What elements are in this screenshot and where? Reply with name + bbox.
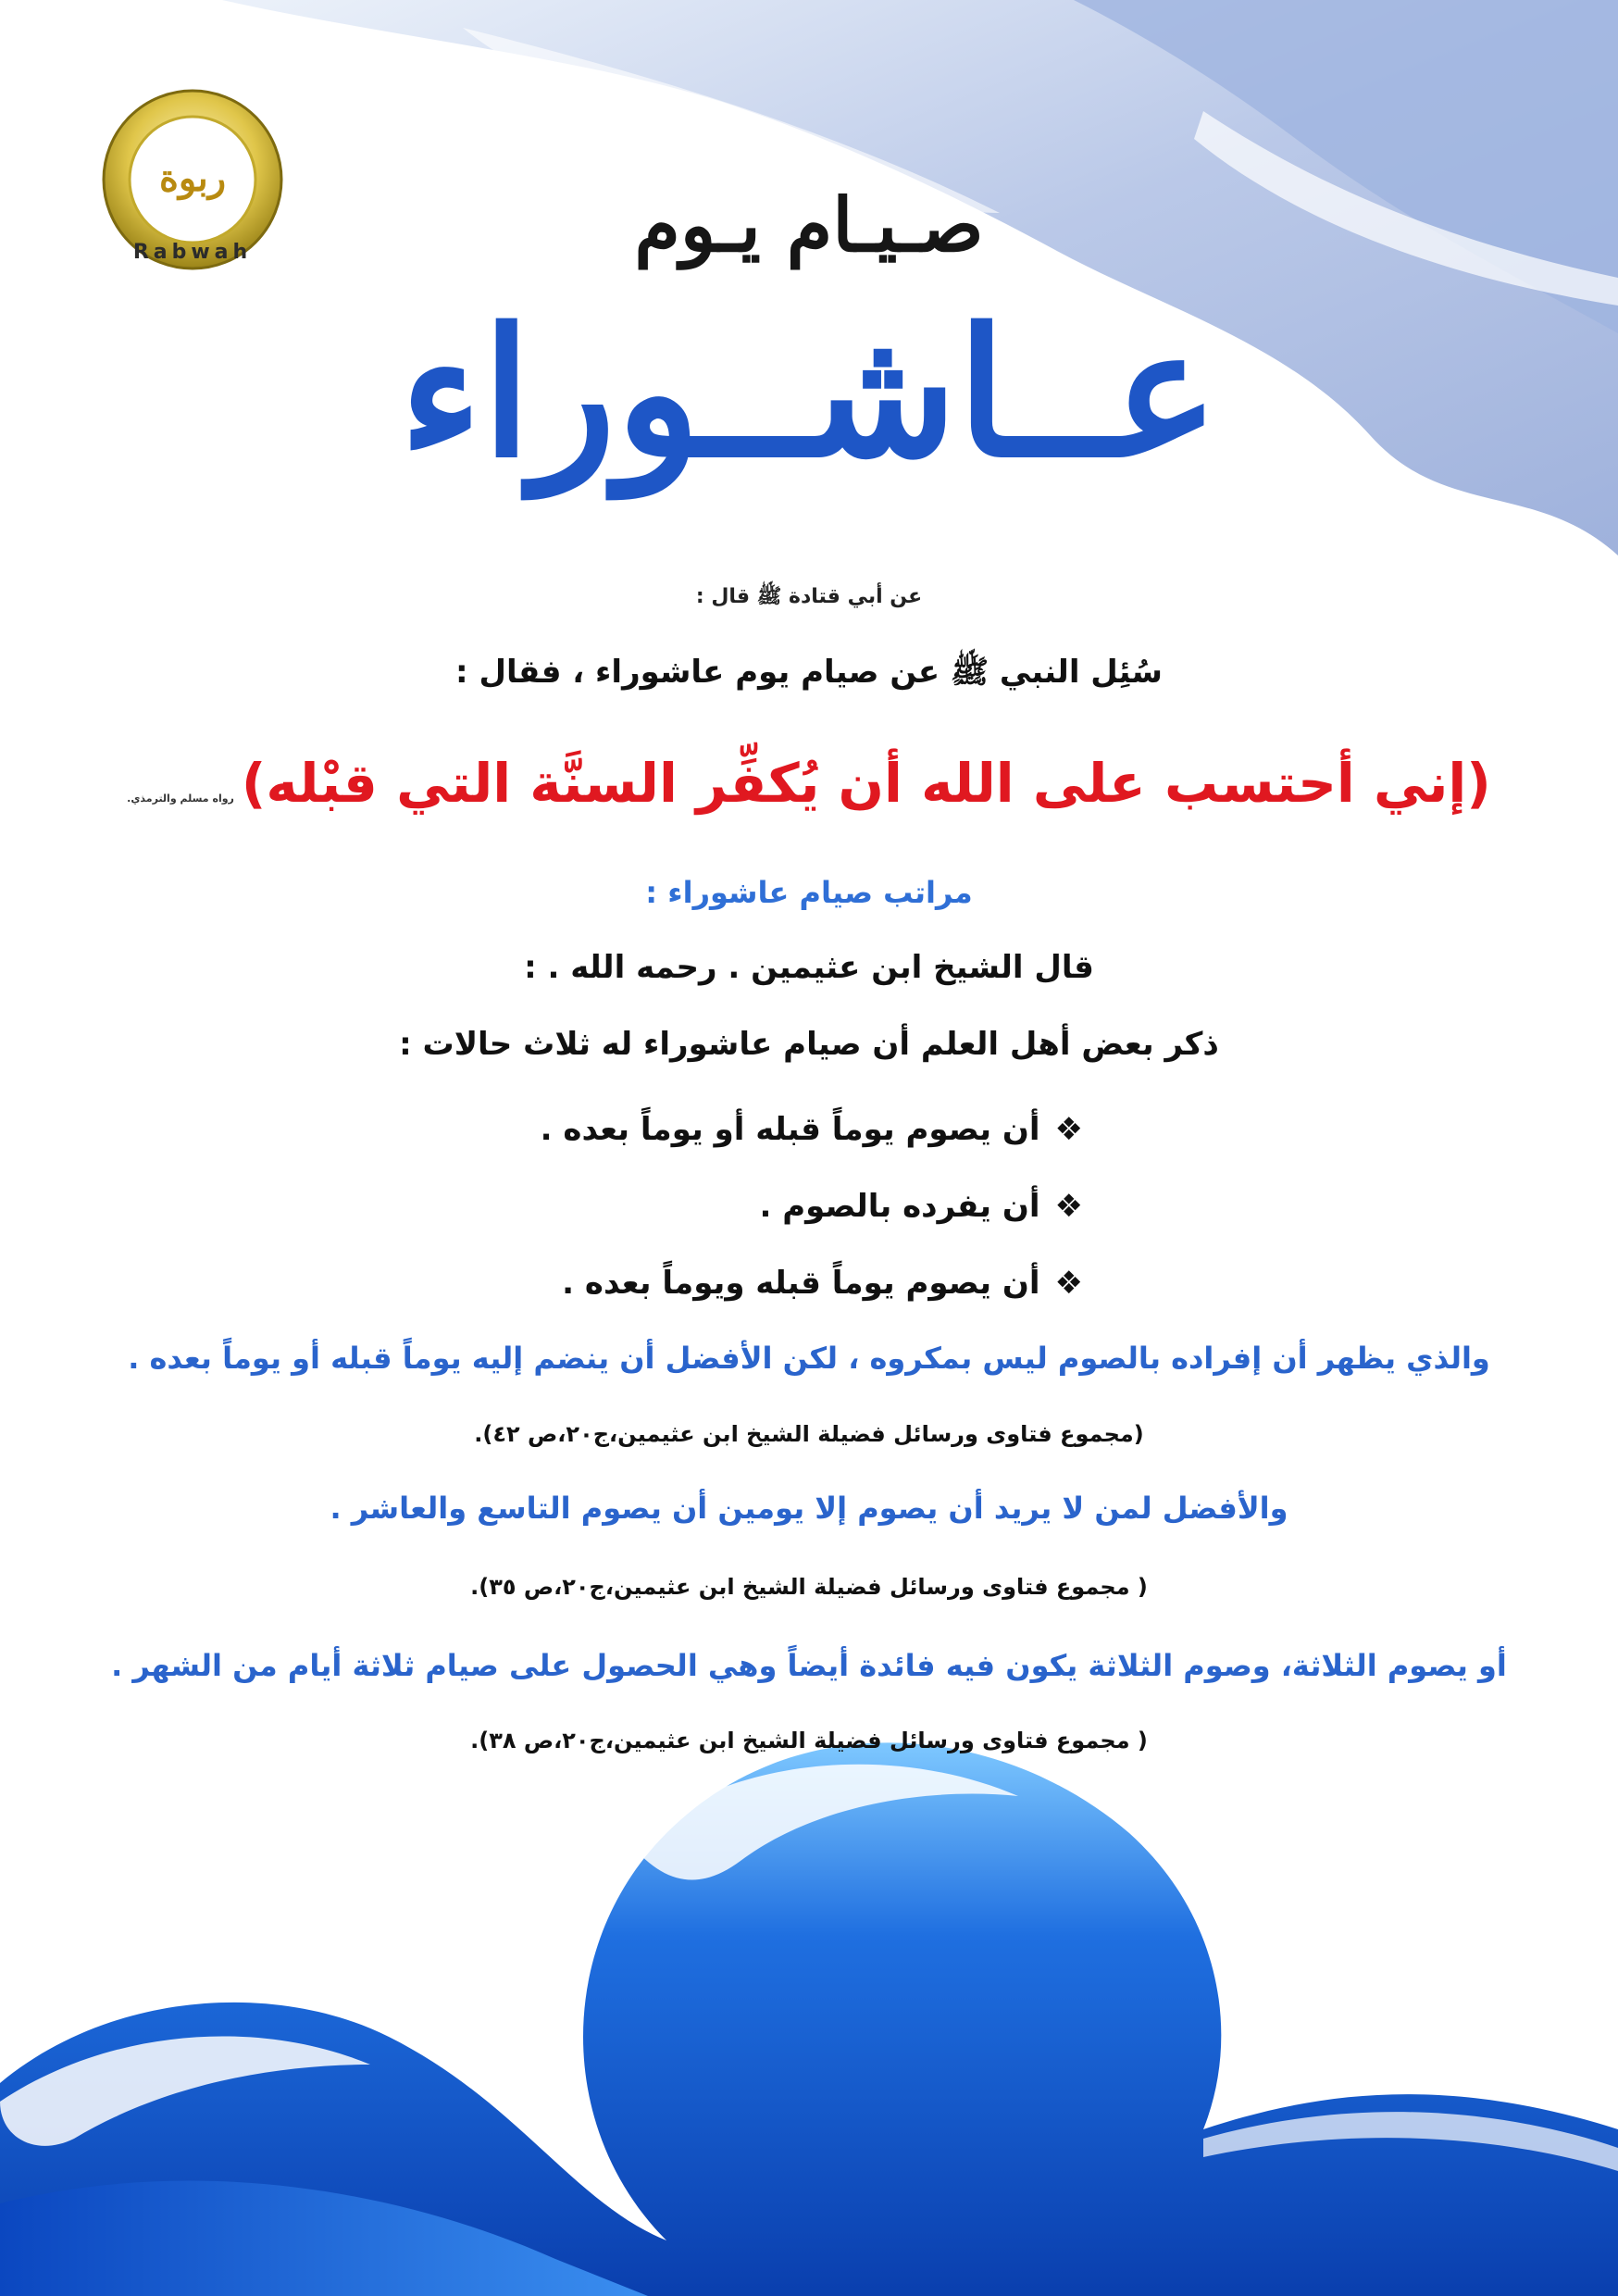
bullet-list: [541, 1102, 1083, 1332]
hadith-source: رواه مسلم والترمذي.: [127, 792, 234, 805]
title-main: عــاشــوراء: [399, 290, 1219, 496]
paragraph-3: أو يصوم الثلاثة، وصوم الثلاثة يكون فيه فائدة أيضاً وهي الحصول على صيام ثلاثة أيام من الشهر .: [111, 1648, 1507, 1683]
sheikh-line: قال الشيخ ابن عثيمين . رحمه الله . :: [524, 949, 1094, 986]
question-line: سُئِل النبي ﷺ عن صيام يوم عاشوراء ، فقال :: [455, 654, 1163, 691]
list-item: [541, 1102, 1083, 1179]
reference-3: ( مجموع فتاوى ورسائل فضيلة الشيخ ابن عثيمين،ج٢٠،ص ٣٨).: [470, 1728, 1148, 1753]
paragraph-1: والذي يظهر أن إفراده بالصوم ليس بمكروه ، لكن الأفضل أن ينضم إليه يوماً قبله أو يوماً بعده .: [128, 1341, 1490, 1376]
hadith-line: [0, 752, 1618, 815]
levels-heading: مراتب صيام عاشوراء :: [645, 875, 973, 910]
list-item: [541, 1255, 1083, 1332]
bullet-text: أن يفرده بالصوم .: [759, 1188, 1040, 1225]
paragraph-2: والأفضل لمن لا يريد أن يصوم إلا يومين أن يصوم التاسع والعاشر .: [330, 1491, 1288, 1526]
reference-2: ( مجموع فتاوى ورسائل فضيلة الشيخ ابن عثيمين،ج٢٠،ص ٣٥).: [470, 1574, 1148, 1600]
bullet-text: أن يصوم يوماً قبله ويوماً بعده .: [562, 1265, 1040, 1302]
states-line: ذكر بعض أهل العلم أن صيام عاشوراء له ثلاث حالات :: [399, 1026, 1219, 1063]
diamond-bullet-icon: ❖: [1054, 1111, 1083, 1148]
narrator-line: عن أبي قتادة ﷺ قال :: [695, 585, 923, 608]
bullet-text: أن يصوم يوماً قبله أو يوماً بعده .: [540, 1111, 1040, 1148]
title-small: صـيـام يـوم: [634, 181, 984, 268]
diamond-bullet-icon: ❖: [1054, 1265, 1083, 1302]
logo-arabic: ربوة: [158, 156, 227, 200]
hadith-text: (إني أحتسب على الله أن يُكفِّر السنَّة التي قبْله): [241, 752, 1491, 815]
list-item: [541, 1179, 1083, 1255]
logo-text: Rabwah: [132, 241, 253, 264]
diamond-bullet-icon: ❖: [1054, 1188, 1083, 1225]
reference-1: (مجموع فتاوى ورسائل فضيلة الشيخ ابن عثيمين،ج٢٠،ص ٤٢).: [474, 1421, 1144, 1447]
